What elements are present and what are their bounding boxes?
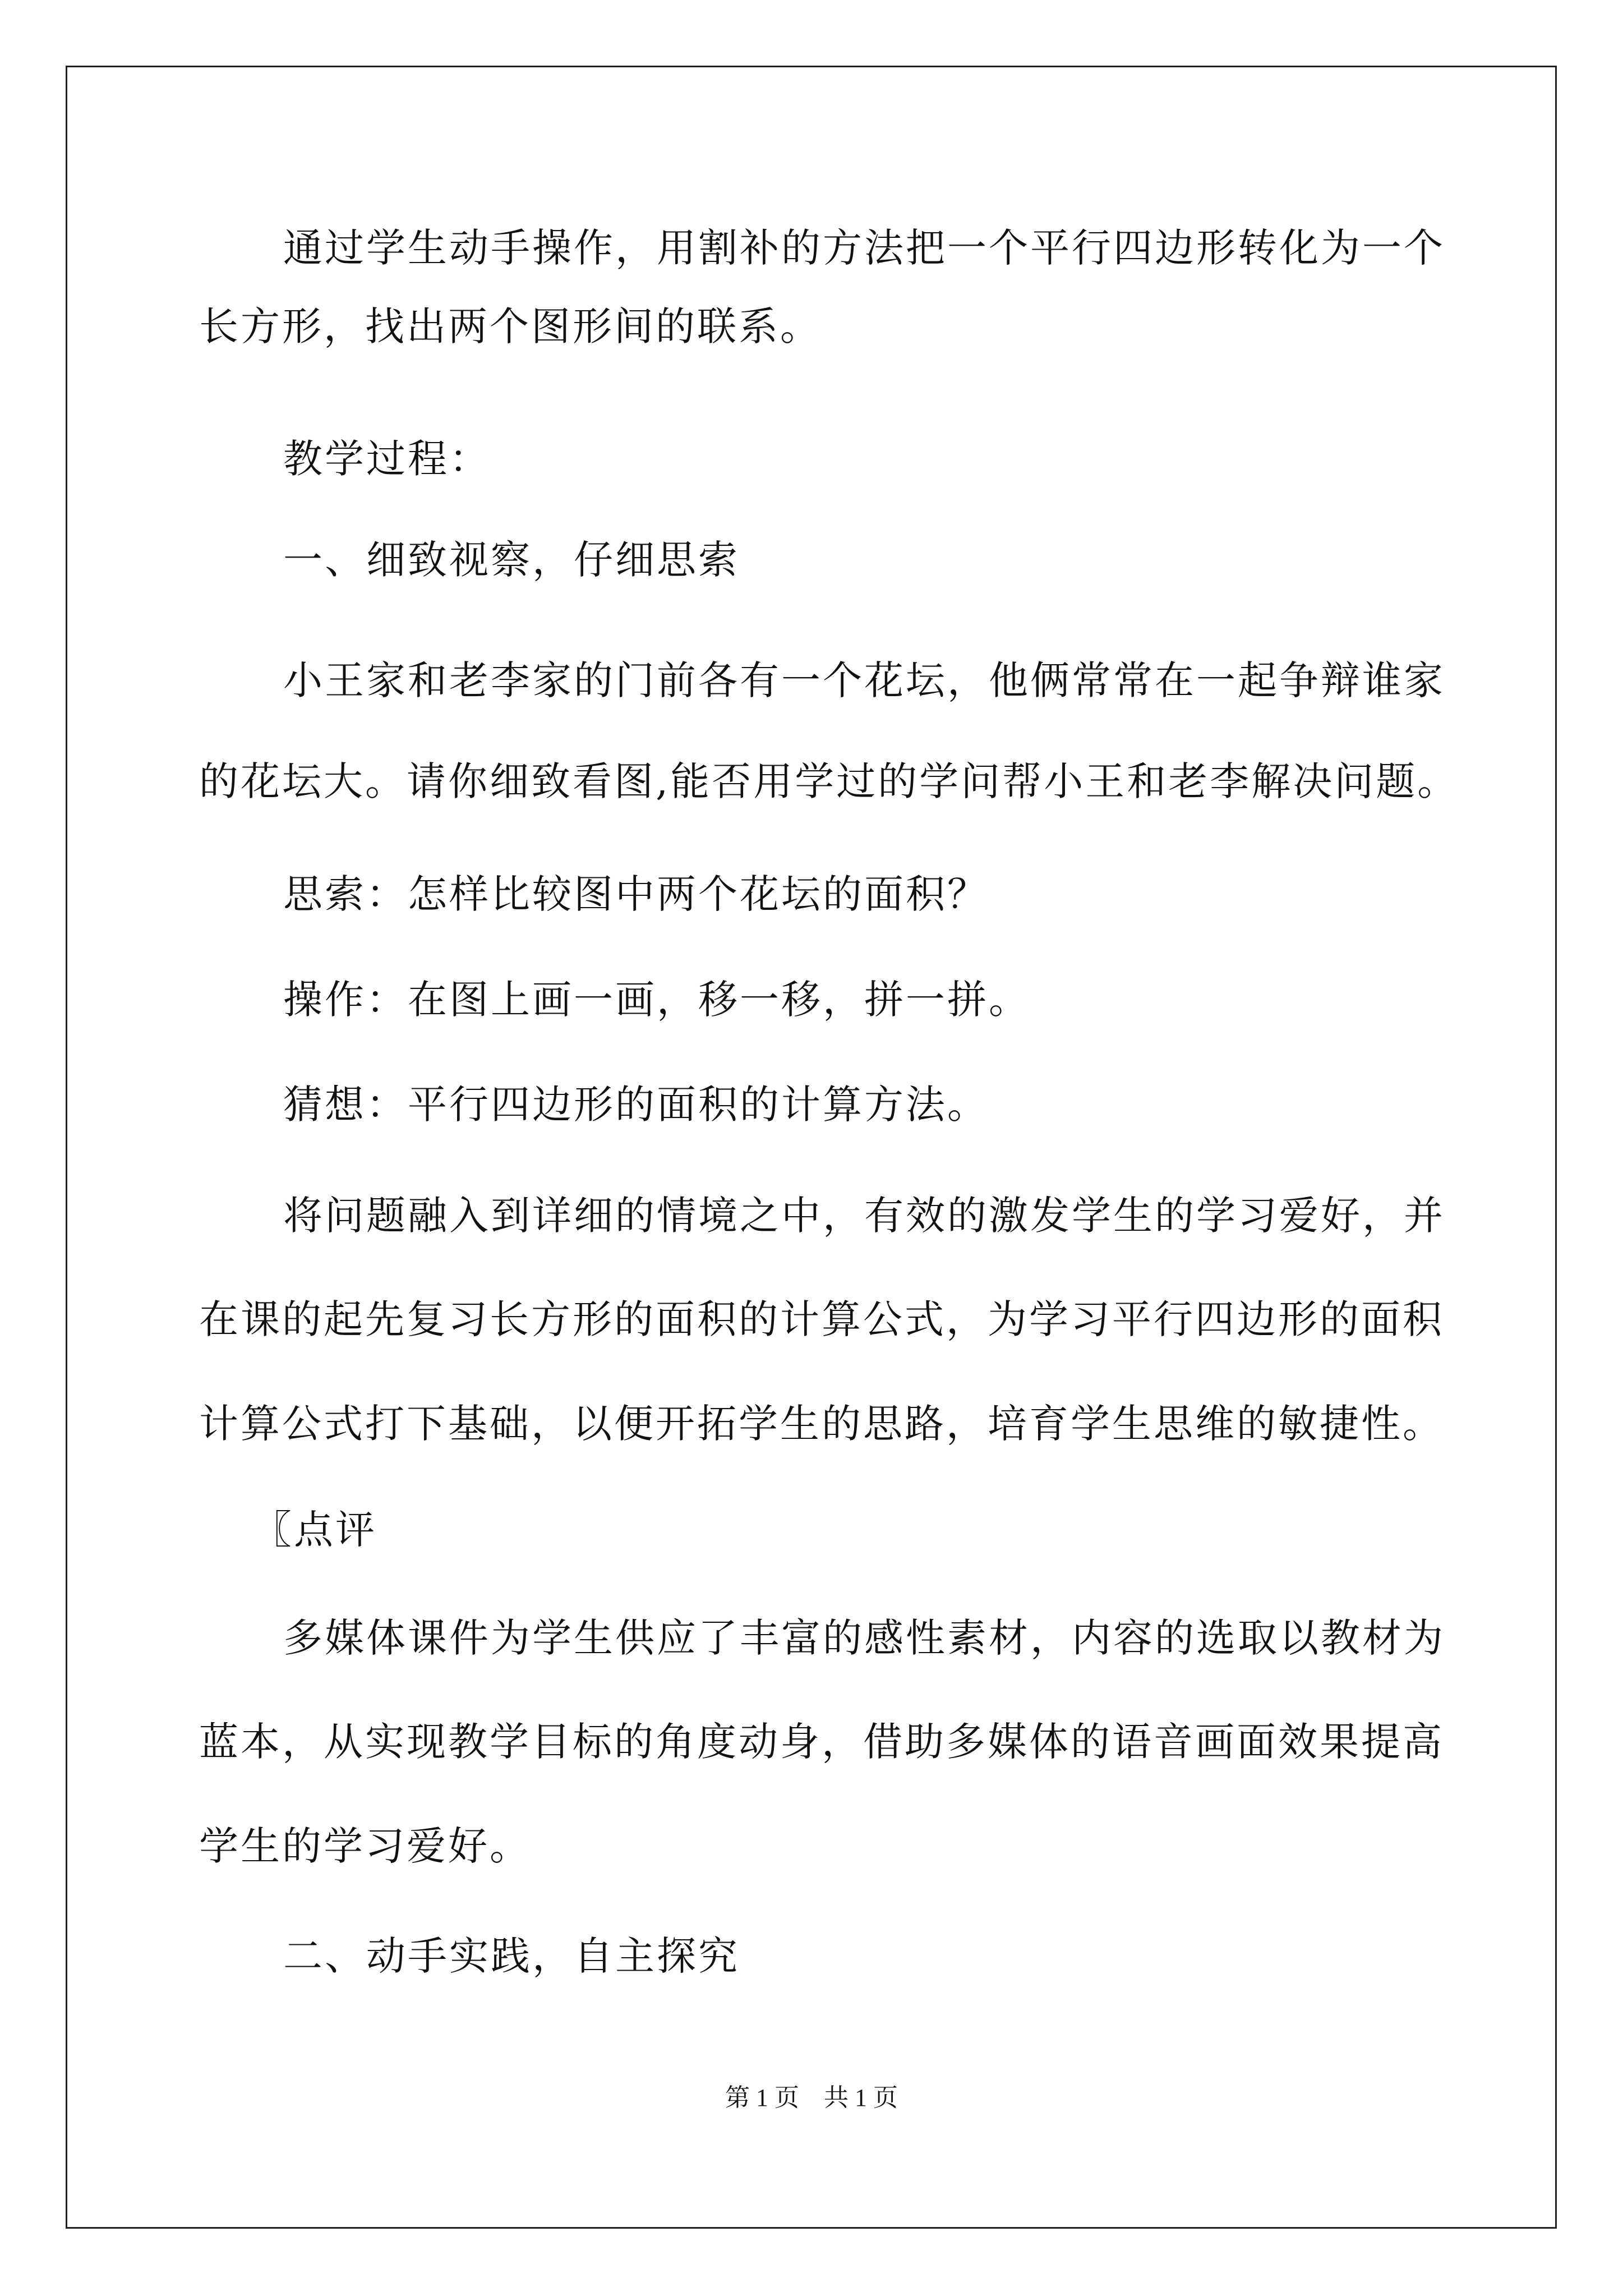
- paragraph-line: 猜想：平行四边形的面积的计算方法。: [283, 1082, 989, 1128]
- paragraph-line: 小王家和老李家的门前各有一个花坛，他俩常常在一起争辩谁家: [283, 657, 1445, 703]
- paragraph-line: 的花坛大。请你细致看图,能否用学过的学问帮小王和老李解决问题。: [199, 758, 1459, 804]
- paragraph-line: 长方形，找出两个图形间的联系。: [199, 303, 822, 349]
- page-footer: 第 1 页 共 1 页: [725, 2084, 898, 2111]
- page-border: [66, 66, 1557, 2229]
- paragraph-line: 教学过程：: [283, 436, 491, 482]
- section-heading: 二、动手实践，自主探究: [283, 1933, 740, 1979]
- paragraph-line: 蓝本，从实现教学目标的角度动身，借助多媒体的语音画面效果提高: [199, 1719, 1444, 1765]
- paragraph-line: 计算公式打下基础，以便开拓学生的思路，培育学生思维的敏捷性。: [199, 1401, 1444, 1447]
- paragraph-line: 学生的学习爱好。: [199, 1823, 531, 1869]
- comment-heading: 〖点评: [252, 1507, 377, 1553]
- paragraph-line: 操作：在图上画一画，移一移，拼一拼。: [283, 977, 1030, 1023]
- paragraph-line: 思索：怎样比较图中两个花坛的面积？: [283, 871, 989, 917]
- paragraph-line: 将问题融入到详细的情境之中，有效的激发学生的学习爱好，并: [283, 1193, 1445, 1239]
- paragraph-line: 多媒体课件为学生供应了丰富的感性素材，内容的选取以教材为: [283, 1615, 1445, 1661]
- section-heading: 一、细致视察，仔细思索: [283, 537, 740, 583]
- paragraph-line: 通过学生动手操作，用割补的方法把一个平行四边形转化为一个: [283, 225, 1445, 271]
- paragraph-line: 在课的起先复习长方形的面积的计算公式，为学习平行四边形的面积: [199, 1296, 1444, 1342]
